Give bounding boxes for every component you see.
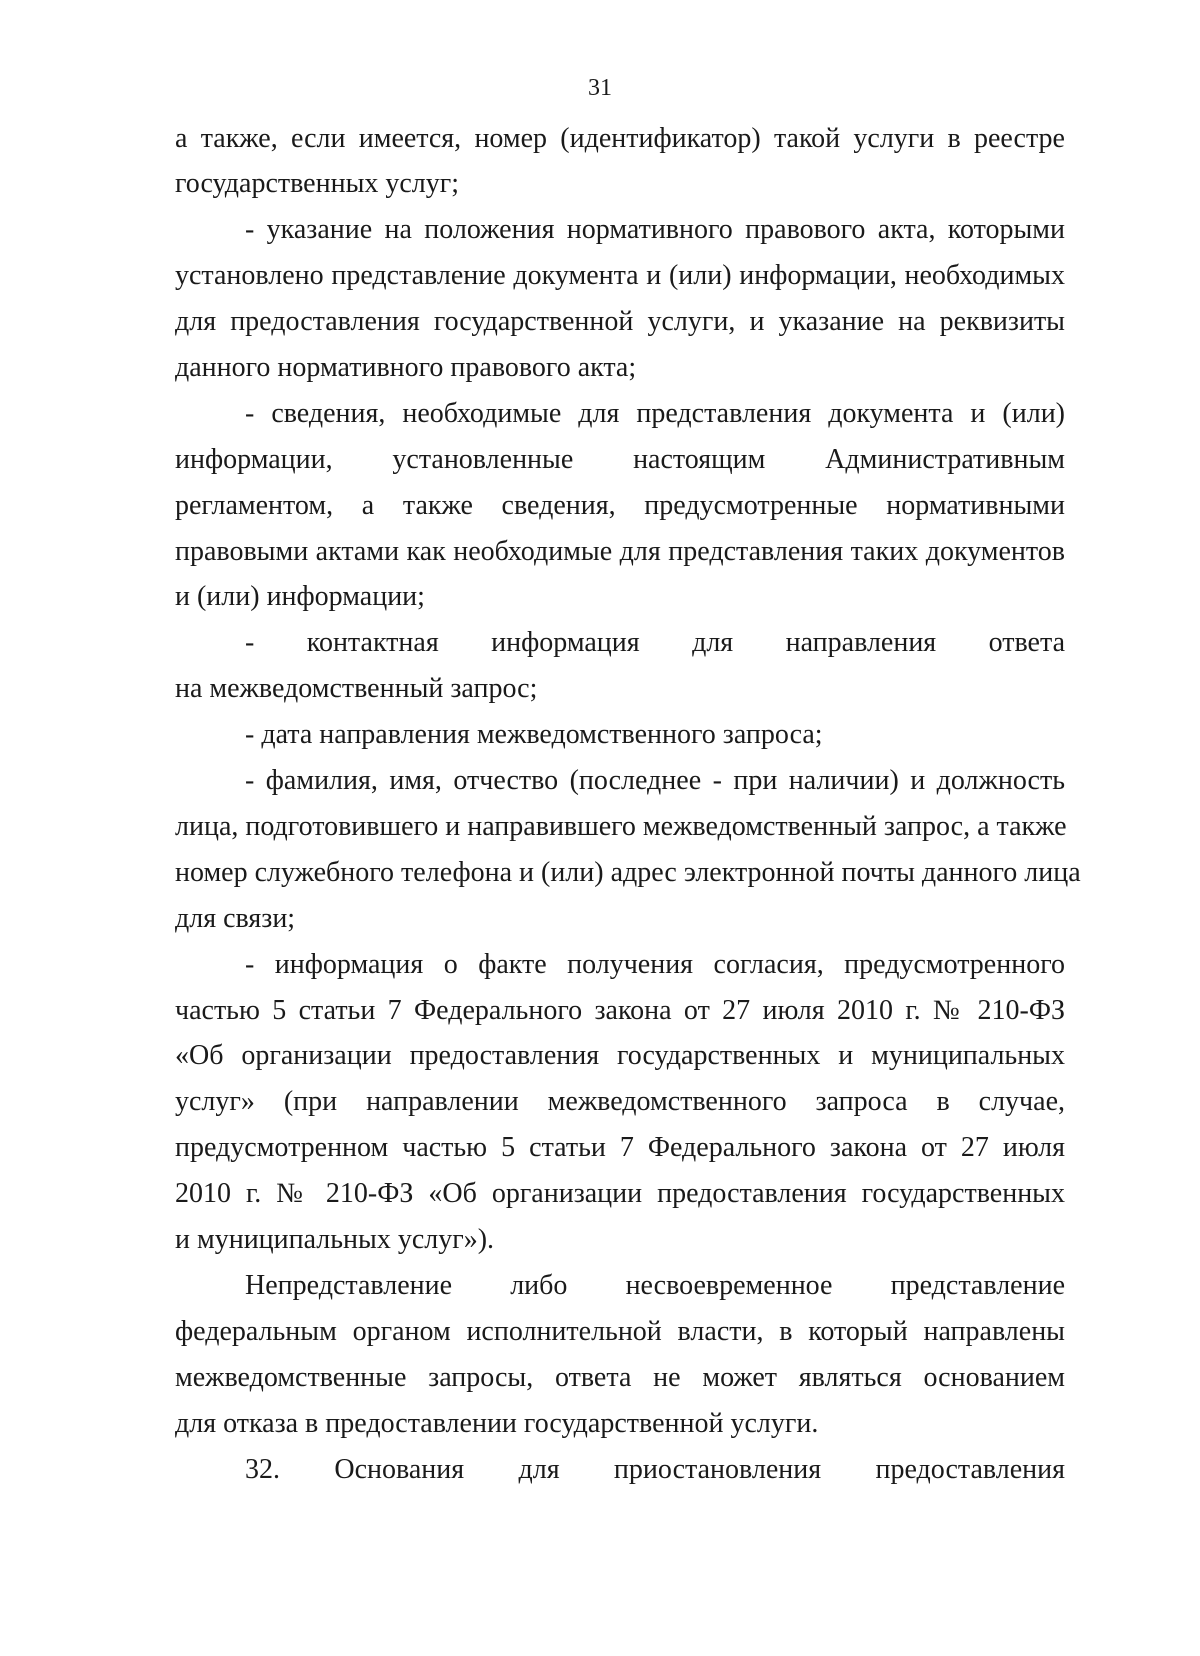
text-line: для отказа в предоставлении государственной услуги. — [175, 1408, 819, 1439]
text-line: 2010 г. № 210-ФЗ «Об организации предоставления государственных — [175, 1178, 1065, 1209]
text-line: - информация о факте получения согласия, предусмотренного — [245, 949, 1065, 980]
text-line: услуг» (при направлении межведомственного запроса в случае, — [175, 1086, 1065, 1117]
text-line: частью 5 статьи 7 Федерального закона от 27 июля 2010 г. № 210-ФЗ — [175, 995, 1065, 1026]
text-line: 32. Основания для приостановления предоставления — [245, 1454, 1065, 1485]
text-line: - указание на положения нормативного правового акта, которыми — [245, 214, 1065, 245]
text-line: установлено представление документа и (или) информации, необходимых — [175, 260, 1065, 291]
text-line: а также, если имеется, номер (идентификатор) такой услуги в реестре — [175, 123, 1065, 154]
text-line: лица, подготовившего и направившего межведомственный запрос, а также — [175, 811, 1067, 842]
text-line: межведомственные запросы, ответа не может являться основанием — [175, 1362, 1065, 1393]
text-line: номер служебного телефона и (или) адрес электронной почты данного лица — [175, 857, 1081, 888]
text-line: федеральным органом исполнительной власти, в который направлены — [175, 1316, 1065, 1347]
text-line: для связи; — [175, 903, 296, 934]
text-line: правовыми актами как необходимые для представления таких документов — [175, 536, 1065, 567]
text-line: регламентом, а также сведения, предусмотренные нормативными — [175, 490, 1065, 521]
text-line: данного нормативного правового акта; — [175, 352, 637, 383]
text-line: государственных услуг; — [175, 168, 460, 199]
text-line: на межведомственный запрос; — [175, 673, 538, 704]
text-line: - дата направления межведомственного запроса; — [245, 719, 823, 750]
text-line: и муниципальных услуг»). — [175, 1224, 495, 1255]
text-line: - фамилия, имя, отчество (последнее - при наличии) и должность — [245, 765, 1065, 796]
text-line: - сведения, необходимые для представления документа и (или) — [245, 398, 1065, 429]
text-line: информации, установленные настоящим Административным — [175, 444, 1065, 475]
text-line: - контактная информация для направления ответа — [245, 627, 1065, 658]
text-line: предусмотренном частью 5 статьи 7 Федерального закона от 27 июля — [175, 1132, 1065, 1163]
text-line: для предоставления государственной услуги, и указание на реквизиты — [175, 306, 1065, 337]
text-line: «Об организации предоставления государственных и муниципальных — [175, 1040, 1065, 1071]
page-number: 31 — [588, 75, 612, 101]
text-line: и (или) информации; — [175, 581, 425, 612]
text-line: Непредставление либо несвоевременное представление — [245, 1270, 1065, 1301]
